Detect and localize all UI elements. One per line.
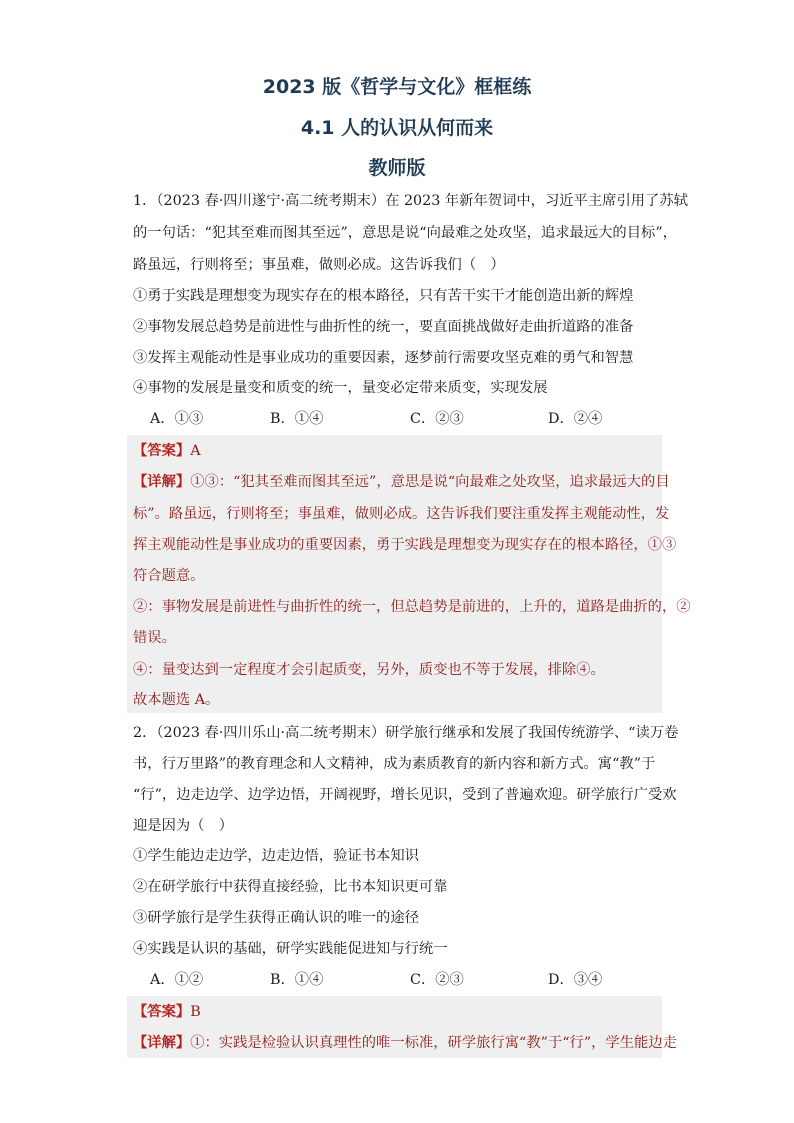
option-statement: ③研学旅行是学生获得正确认识的唯一的途径 <box>133 910 419 926</box>
question-stem-line: 路虽远，行则将至；事虽难，做则必成。这告诉我们（ ） <box>133 257 505 273</box>
choice-c: C．②③ <box>410 411 464 427</box>
choice-d: D．②④ <box>548 411 603 427</box>
detail-line: 故本题选 A。 <box>133 692 220 708</box>
detail-label: 【详解】 <box>133 474 191 490</box>
detail-line: 标”。路虽远，行则将至；事虽难，做则必成。这告诉我们要注重发挥主观能动性，发 <box>133 506 670 522</box>
option-statement: ②事物发展总趋势是前进性与曲折性的统一，要直面挑战做好走曲折道路的准备 <box>133 319 634 335</box>
answer-label: 【答案】 <box>133 443 191 459</box>
choice-b: B．①④ <box>270 972 324 988</box>
choice-c: C．②③ <box>410 972 464 988</box>
detail-line: 错误。 <box>133 630 176 646</box>
question-stem-line: 1．（2023 春·四川遂宁·高二统考期末）在 2023 年新年贺词中，习近平主席引用了苏轼 <box>133 193 688 209</box>
detail-line: 【详解】①③：“犯其至难而图其至远”，意思是说“向最难之处攻坚，追求最远大的目 <box>133 474 670 490</box>
choice-a: A．①③ <box>150 411 204 427</box>
option-statement: ④实践是认识的基础，研学实践能促进知与行统一 <box>133 941 448 957</box>
detail-line: 符合题意。 <box>133 568 205 584</box>
choice-d: D．③④ <box>548 972 603 988</box>
choice-b: B．①④ <box>270 411 324 427</box>
detail-line: ②：事物发展是前进性与曲折性的统一，但总趋势是前进的，上升的，道路是曲折的，② <box>133 599 691 615</box>
detail-line: 【详解】①：实践是检验认识真理性的唯一标准，研学旅行寓“教”于“行”，学生能边走 <box>133 1035 677 1051</box>
choice-a: A．①② <box>150 972 204 988</box>
detail-line: ④：量变达到一定程度才会引起质变，另外，质变也不等于发展，排除④。 <box>133 662 605 678</box>
answer-line <box>133 441 201 461</box>
answer-value: A <box>190 443 201 459</box>
answer-line <box>133 1002 201 1022</box>
option-statement: ①勇于实践是理想变为现实存在的根本路径，只有苦干实干才能创造出新的辉煌 <box>133 288 634 304</box>
question-stem-line: 2．（2023 春·四川乐山·高二统考期末）研学旅行继承和发展了我国传统游学、“读万卷 <box>133 725 679 741</box>
document-subtitle: 4.1 人的认识从何而来 <box>300 117 494 139</box>
answer-label: 【答案】 <box>133 1004 191 1020</box>
option-statement: ②在研学旅行中获得直接经验，比书本知识更可靠 <box>133 879 448 895</box>
option-statement: ④事物的发展是量变和质变的统一，量变必定带来质变，实现发展 <box>133 380 548 396</box>
option-statement: ③发挥主观能动性是事业成功的重要因素，逐梦前行需要攻坚克难的勇气和智慧 <box>133 350 634 366</box>
question-stem-line: 书，行万里路”的教育理念和人文精神，成为素质教育的新内容和新方式。寓“教”于 <box>133 756 656 772</box>
edition-label: 教师版 <box>368 157 426 179</box>
detail-label: 【详解】 <box>133 1035 191 1051</box>
document-title: 2023 版《哲学与文化》框框练 <box>262 76 532 98</box>
option-statement: ①学生能边走边学，边走边悟，验证书本知识 <box>133 848 419 864</box>
detail-line: 挥主观能动性是事业成功的重要因素，勇于实践是理想变为现实存在的根本路径，①③ <box>133 537 677 553</box>
question-stem-line: 迎是因为（ ） <box>133 818 234 834</box>
question-stem-line: 的一句话：“犯其至难而图其至远”，意思是说“向最难之处攻坚，追求最远大的目标”， <box>133 225 677 241</box>
answer-value: B <box>190 1004 201 1020</box>
question-stem-line: “行”，边走边学、边学边悟，开阔视野，增长见识，受到了普遍欢迎。研学旅行广受欢 <box>133 787 677 803</box>
